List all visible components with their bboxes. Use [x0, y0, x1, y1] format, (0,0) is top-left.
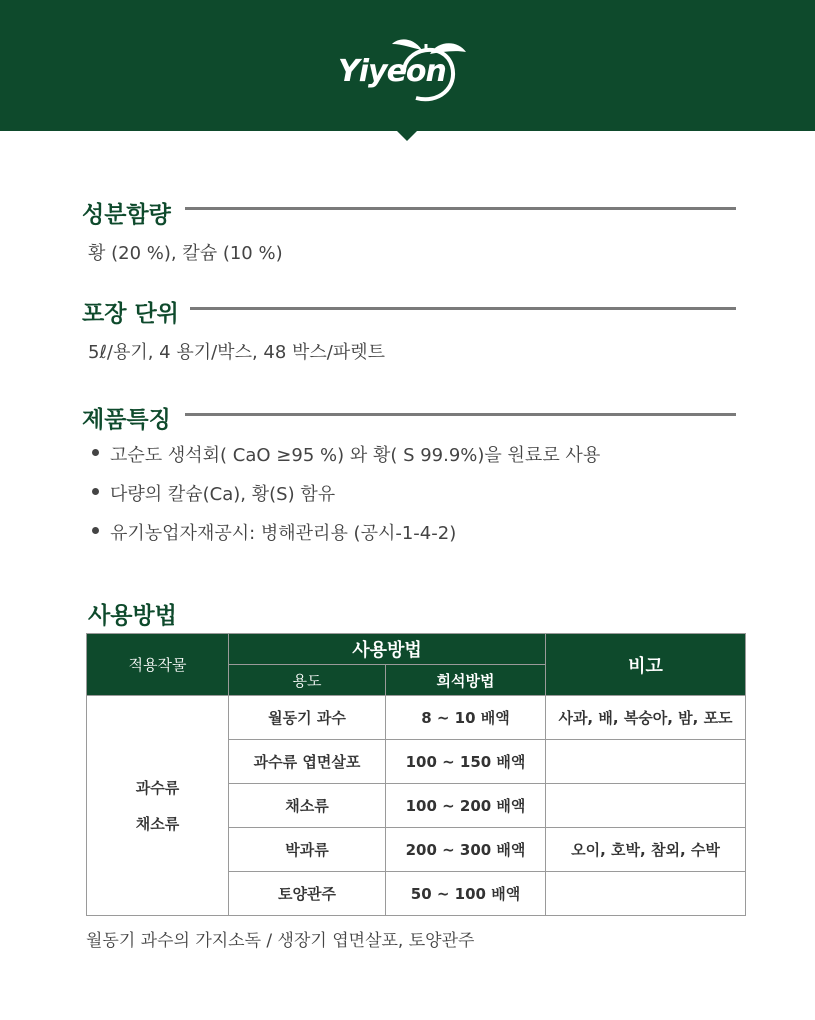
table-row — [87, 696, 746, 740]
header-notch — [395, 129, 419, 141]
dilution-cell: 100 ~ 200 배액 — [386, 784, 546, 828]
dilution-cell: 100 ~ 150 배액 — [386, 740, 546, 784]
note-cell — [546, 740, 746, 784]
purpose-cell: 박과류 — [229, 828, 386, 872]
purpose-cell: 토양관주 — [229, 872, 386, 916]
feature-item: 다량의 칼슘(Ca), 황(S) 함유 — [110, 484, 336, 505]
packaging-divider — [190, 307, 736, 310]
packaging-title: 포장 단위 — [82, 301, 179, 327]
purpose-cell: 월동기 과수 — [229, 696, 386, 740]
ingredients-title: 성분함량 — [82, 202, 171, 228]
bullet-icon — [92, 488, 99, 495]
brand-logo — [326, 32, 476, 112]
header-crop: 적용작물 — [87, 634, 229, 696]
note-cell — [546, 872, 746, 916]
feature-item: 고순도 생석회( CaO ≥95 %) 와 황( S 99.9%)을 원료로 사용 — [110, 445, 601, 466]
features-title: 제품특징 — [82, 407, 171, 433]
packaging-text: 5ℓ/용기, 4 용기/박스, 48 박스/파렛트 — [88, 342, 386, 363]
crop-group-item: 과수류 — [135, 778, 180, 797]
header-dilution: 희석방법 — [386, 665, 546, 696]
header-note: 비고 — [546, 634, 746, 696]
dilution-cell: 200 ~ 300 배액 — [386, 828, 546, 872]
ingredients-text: 황 (20 %), 칼슘 (10 %) — [88, 243, 283, 264]
bullet-icon — [92, 449, 99, 456]
bullet-icon — [92, 527, 99, 534]
purpose-cell: 채소류 — [229, 784, 386, 828]
features-divider — [185, 413, 736, 416]
usage-title: 사용방법 — [88, 603, 177, 629]
note-cell: 오이, 호박, 참외, 수박 — [546, 828, 746, 872]
header-purpose: 용도 — [229, 665, 386, 696]
dilution-cell: 8 ~ 10 배액 — [386, 696, 546, 740]
crop-group-item: 채소류 — [135, 814, 180, 833]
logo-wordmark: Yiyeon — [338, 54, 446, 89]
header-method: 사용방법 — [229, 634, 546, 665]
purpose-cell: 과수류 엽면살포 — [229, 740, 386, 784]
dilution-cell: 50 ~ 100 배액 — [386, 872, 546, 916]
ingredients-divider — [185, 207, 736, 210]
crop-group-cell — [87, 696, 229, 916]
note-cell — [546, 784, 746, 828]
usage-footnote: 월동기 과수의 가지소독 / 생장기 엽면살포, 토양관주 — [86, 931, 475, 951]
usage-table — [86, 633, 746, 916]
note-cell: 사과, 배, 복숭아, 밤, 포도 — [546, 696, 746, 740]
feature-item: 유기농업자재공시: 병해관리용 (공시-1-4-2) — [110, 523, 457, 544]
